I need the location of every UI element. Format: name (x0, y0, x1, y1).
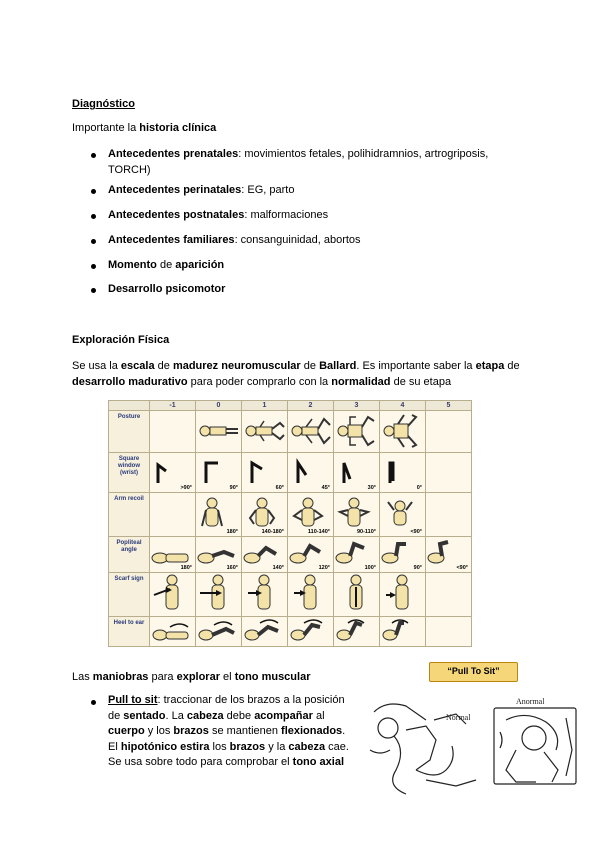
popliteal-icon (150, 540, 195, 566)
row-label: Heel to ear (109, 617, 150, 647)
heel-to-ear-icon (196, 617, 241, 643)
score-header: 3 (334, 401, 380, 411)
score-header: 0 (196, 401, 242, 411)
row-label: Arm recoil (109, 493, 150, 537)
ballard-table: -1 0 1 2 3 4 5 Posture Square window (wrist) >90° 90° 60° 45° 30° 0° Arm recoil 180° 140-180° 110-140° 90-110° <90° Popliteal angle 180° 160° 140° 120° 100° 90° <90° Scarf sign Heel to ear (108, 400, 472, 647)
pull-to-sit-illustration (366, 690, 581, 802)
heel-to-ear-icon (288, 617, 333, 643)
heel-to-ear-icon (380, 617, 425, 643)
arm-recoil-icon (334, 496, 379, 530)
scarf-sign-icon (242, 573, 287, 613)
arm-recoil-icon (242, 496, 287, 530)
wrist-angle-icon (242, 457, 287, 485)
score-header: -1 (150, 401, 196, 411)
ballard-paragraph: Se usa la escala de madurez neuromuscular de Ballard. Es importante saber la etapa de desarrollo madurativo para poder comprarlo con la normalidad de su etapa (72, 360, 520, 388)
list-item: Antecedentes perinatales: EG, parto (108, 184, 295, 196)
posture-4-icon (380, 411, 425, 449)
score-header: 4 (380, 401, 426, 411)
section-title-diagnostico: Diagnóstico (72, 98, 135, 110)
scarf-sign-icon (380, 573, 425, 613)
heel-to-ear-icon (334, 617, 379, 643)
intro-line: Importante la historia clínica (72, 122, 217, 134)
section-title-exploracion: Exploración Física (72, 334, 170, 346)
pull-to-sit-badge: “Pull To Sit” (429, 662, 518, 682)
row-label: Square window (wrist) (109, 453, 150, 493)
row-label: Posture (109, 411, 150, 453)
popliteal-icon (196, 540, 241, 566)
scarf-sign-icon (334, 573, 379, 613)
posture-1-icon (242, 411, 287, 449)
heel-to-ear-icon (150, 617, 195, 643)
maniobras-line: Las maniobras para explorar el tono muscular (72, 671, 311, 683)
list-item: Desarrollo psicomotor (108, 283, 226, 295)
scarf-sign-icon (288, 573, 333, 613)
wrist-angle-icon (380, 457, 425, 485)
popliteal-icon (380, 540, 425, 566)
list-item: Momento de aparición (108, 259, 225, 271)
pull-to-sit-description: Pull to sit: traccionar de los brazos a la posición de sentado. La cabeza debe acompañar al cuerpo y los brazos se mantienen flexionados. El hipotónico estira los brazos y la cabeza cae. Se usa sobre todo para comprobar el tono axial (108, 694, 349, 768)
posture-0-icon (196, 411, 241, 449)
popliteal-icon (288, 540, 333, 566)
score-header: 1 (242, 401, 288, 411)
popliteal-icon (334, 540, 379, 566)
ballard-scale-figure (108, 400, 472, 647)
arm-recoil-icon (380, 496, 425, 530)
arm-recoil-icon (288, 496, 333, 530)
popliteal-icon (242, 540, 287, 566)
row-label: Popliteal angle (109, 537, 150, 573)
scarf-sign-icon (196, 573, 241, 613)
list-item: Antecedentes familiares: consanguinidad, abortos (108, 234, 361, 246)
normal-label: Normal (446, 713, 471, 722)
wrist-angle-icon (196, 457, 241, 485)
wrist-angle-icon (334, 457, 379, 485)
list-item: Antecedentes postnatales: malformaciones (108, 209, 329, 221)
arm-recoil-icon (196, 496, 241, 530)
score-header: 5 (426, 401, 472, 411)
wrist-angle-icon (150, 457, 195, 485)
anormal-label: Anormal (516, 697, 545, 706)
heel-to-ear-icon (242, 617, 287, 643)
row-label: Scarf sign (109, 573, 150, 617)
pull-to-sit-drawing (366, 690, 581, 802)
posture-2-icon (288, 411, 333, 449)
popliteal-icon (426, 540, 471, 566)
scarf-sign-icon (150, 573, 195, 613)
posture-3-icon (334, 411, 379, 449)
wrist-angle-icon (288, 457, 333, 485)
list-item: Antecedentes prenatales: movimientos fetales, polihidramnios, artrogriposis, TORCH) (108, 148, 489, 176)
score-header: 2 (288, 401, 334, 411)
